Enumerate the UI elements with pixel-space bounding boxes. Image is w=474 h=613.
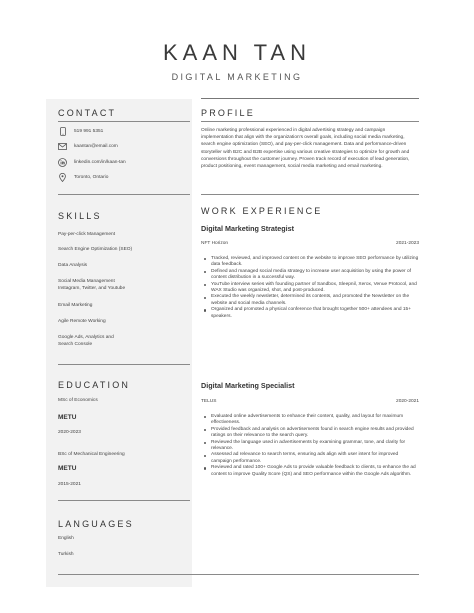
skill-item: Data Analysis bbox=[58, 263, 88, 268]
education-dates: 2015-2021 bbox=[58, 482, 81, 487]
job-bullet: Organized and promoted a physical conference that brought together 500+ attendees and 15+ speakers. bbox=[201, 307, 419, 320]
education-school: METU bbox=[58, 414, 77, 421]
profile-divider bbox=[201, 121, 419, 122]
job-dates: 2021-2023 bbox=[396, 241, 419, 246]
job-title: Digital Marketing Strategist bbox=[201, 224, 295, 233]
profile-summary: Online marketing professional experienced in digital advertising strategy and campaign implementation that align with the organization's overall goals, including social media marketing, search engine optimization (SEO), and pay-per-click management. Data and performance-driven storyteller with B2C and B2B expertise using various creative strategies to optimize for growth and conversions throughout the customer journey. Proven track record of execution of lead generation, product positioning, event management, social media marketing and email marketing. bbox=[201, 128, 410, 170]
contact-location-text: Toronto, Ontario bbox=[74, 175, 109, 180]
education-degree: MSc of Economics bbox=[58, 398, 98, 403]
job-bullet: Tracked, reviewed, and improved content on the website to improve SEO performance by utilizing data feedback. bbox=[201, 256, 419, 269]
job-bullet: Reviewed the language used in advertisements by examining grammar, tone, and clarity for relevance. bbox=[201, 440, 419, 453]
job-company: NFT Horizon bbox=[201, 241, 229, 246]
linkedin-icon bbox=[58, 158, 67, 167]
location-icon bbox=[58, 173, 67, 182]
profile-bottom-divider bbox=[201, 194, 419, 195]
contact-phone-text: 519 991 5351 bbox=[74, 129, 104, 134]
phone-icon bbox=[58, 127, 67, 136]
experience-heading: WORK EXPERIENCE bbox=[201, 206, 323, 216]
contact-linkedin-text: linkedin.com/in/kaan-tan bbox=[74, 160, 126, 165]
contact-linkedin[interactable] bbox=[58, 158, 126, 167]
job-bullet-list bbox=[201, 256, 419, 320]
skill-item: Pay-per-click Management bbox=[58, 232, 116, 237]
languages-heading: LANGUAGES bbox=[58, 519, 134, 529]
education-divider bbox=[58, 500, 190, 501]
job-title: Digital Marketing Specialist bbox=[201, 381, 295, 390]
job-bullet: Defined and managed social media strategy to increase user acquisition by using the power of content distribution in a successful way. bbox=[201, 269, 419, 282]
job-bullet: Evaluated online advertisements to enhance their content, quality, and layout for maximum effectiveness. bbox=[201, 414, 419, 427]
footer-divider bbox=[58, 574, 419, 575]
job-bullet: Reviewed and rated 100+ Google Ads to provide valuable feedback to clients, to enhance the ad content to improve Quality Score (QS) and SEO performance within the Google Ads algorithm. bbox=[201, 465, 419, 478]
job-bullet: Assessed ad relevance to search terms, ensuring ads align with user intent for improved campaign performance. bbox=[201, 452, 419, 465]
contact-heading: CONTACT bbox=[58, 108, 117, 118]
skill-item: Search Engine Optimization (SEO) bbox=[58, 247, 133, 252]
candidate-title: DIGITAL MARKETING bbox=[171, 72, 303, 82]
education-degree: BSc of Mechanical Engineering bbox=[58, 452, 125, 457]
profile-heading: PROFILE bbox=[201, 108, 255, 118]
language-item: Turkish bbox=[58, 552, 74, 557]
job-company: TELUS bbox=[201, 399, 217, 404]
contact-divider bbox=[58, 121, 190, 122]
language-item: English bbox=[58, 536, 74, 541]
skills-heading: SKILLS bbox=[58, 211, 102, 221]
contact-email[interactable] bbox=[58, 142, 118, 151]
contact-email-text: kaantan@email.com bbox=[74, 144, 118, 149]
skill-item: Social Media Management Instagram, Twitter, and Youtube bbox=[58, 279, 126, 291]
contact-bottom-divider bbox=[58, 194, 190, 195]
skills-divider bbox=[58, 364, 190, 365]
email-icon bbox=[58, 142, 67, 151]
skill-item: Agile Remote Working bbox=[58, 319, 106, 324]
job-bullet: Provided feedback and analysis on advertisements found in search engine results and provided ratings on their relevance to the search query. bbox=[201, 427, 419, 440]
education-school: METU bbox=[58, 465, 77, 472]
job-bullet-list bbox=[201, 414, 419, 478]
contact-phone[interactable] bbox=[58, 127, 103, 136]
job-bullet: Executed the weekly newsletter, determined its contents, and promoted the Newsletter on the website and social media channels. bbox=[201, 294, 419, 307]
education-dates: 2020-2023 bbox=[58, 430, 81, 435]
job-dates: 2020-2021 bbox=[396, 399, 419, 404]
header-divider bbox=[201, 98, 419, 99]
skill-item: Email Marketing bbox=[58, 303, 93, 308]
job-bullet: YouTube interview series with founding partner of Sandbox, Sleepnil, Xerox, Venue Protocol, and WAX Studio was organized, shot, and post-produced. bbox=[201, 282, 419, 295]
skill-item: Google Ads, Analytics and Search Console bbox=[58, 335, 114, 347]
education-heading: EDUCATION bbox=[58, 380, 131, 390]
candidate-name: KAAN TAN bbox=[163, 40, 311, 65]
contact-location bbox=[58, 173, 108, 182]
